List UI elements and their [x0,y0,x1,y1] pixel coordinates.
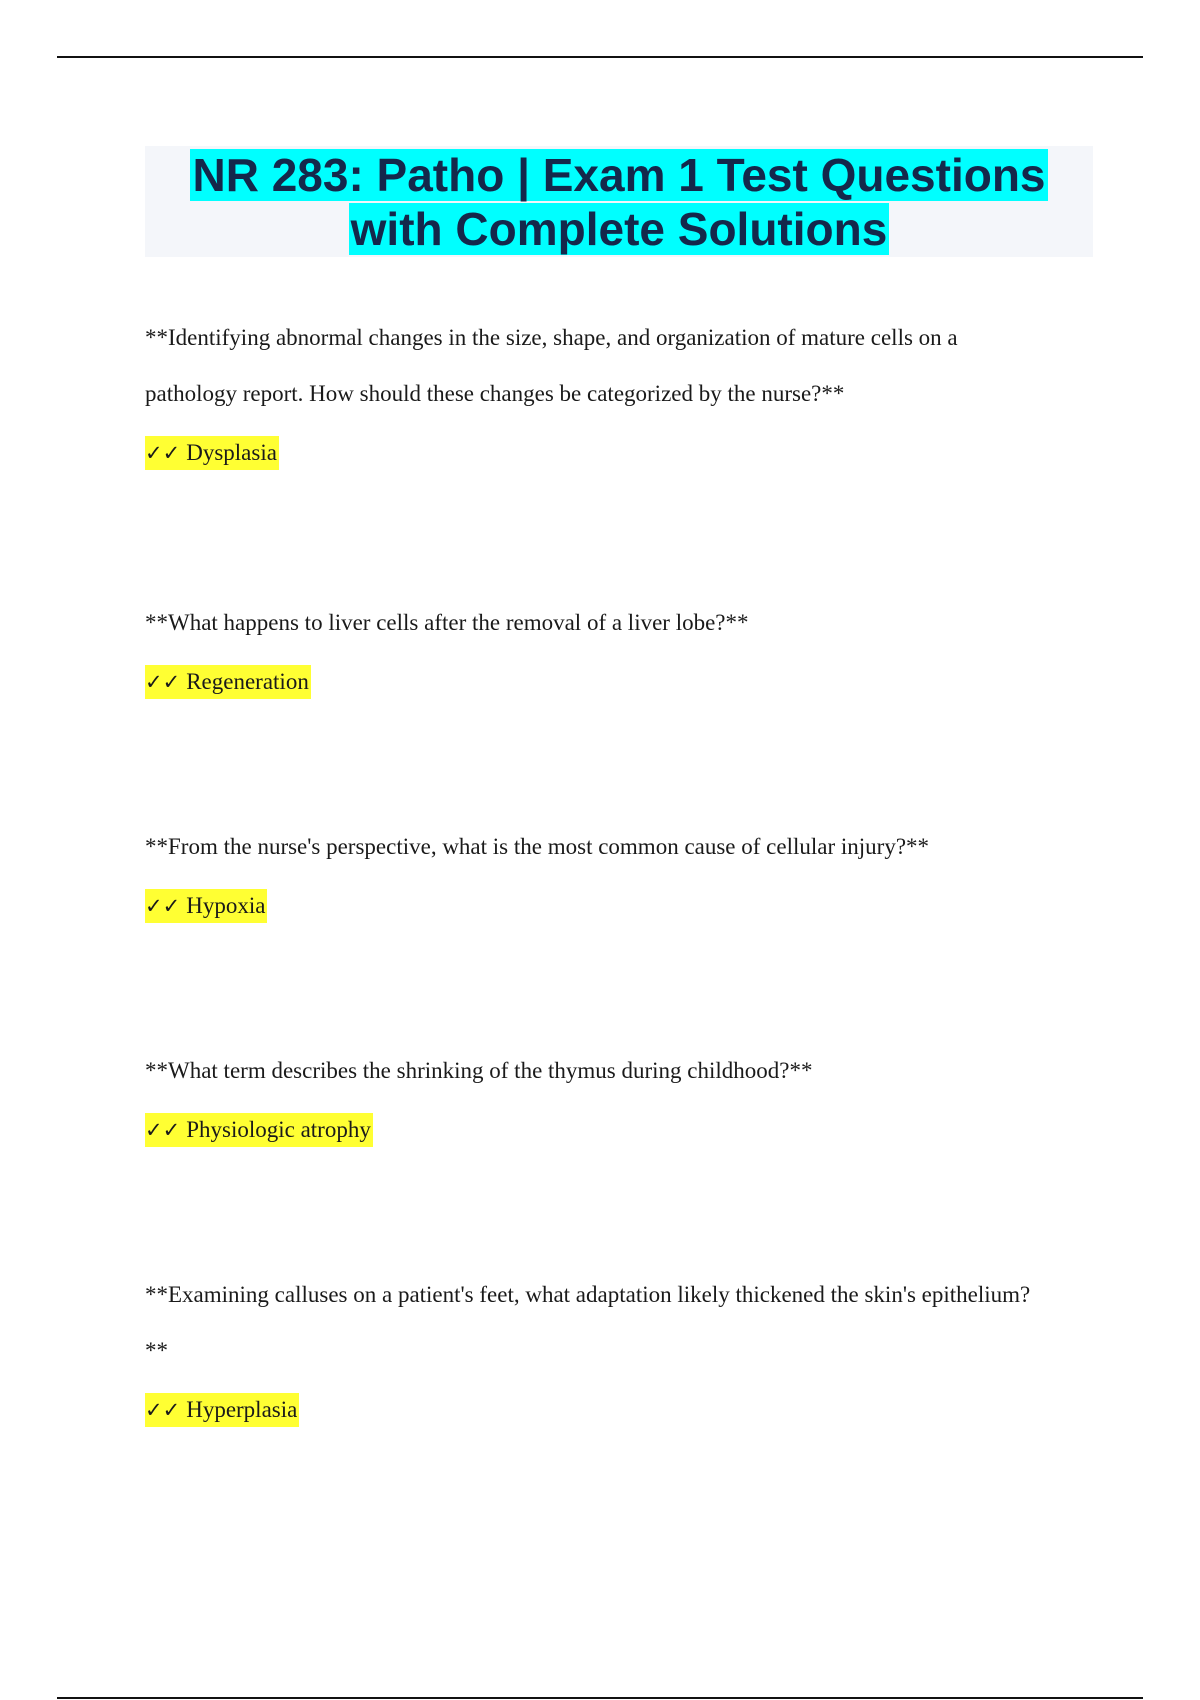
answer-text: Hyperplasia [186,1397,298,1422]
check-icon: ✓✓ [145,670,181,694]
check-icon: ✓✓ [145,1118,181,1142]
check-icon: ✓✓ [145,441,181,465]
check-icon: ✓✓ [145,1398,181,1422]
title-line-2: with Complete Solutions [350,203,888,255]
bottom-rule [57,1697,1143,1699]
question-text: **Examining calluses on a patient's feet, what adaptation likely thickened the skin's epithelium?** [145,1282,1031,1363]
answer-highlight [145,1393,299,1427]
answer-text: Dysplasia [186,440,277,465]
qa-item-4 [145,1043,1045,1147]
answer-highlight [145,889,267,923]
qa-item-2 [145,595,1045,699]
question-text: **From the nurse's perspective, what is the most common cause of cellular injury?** [145,834,930,859]
qa-item-5 [145,1267,1045,1427]
qa-item-1 [145,310,1045,470]
question-text: **Identifying abnormal changes in the size, shape, and organization of mature cells on a pathology report. How should these changes be categorized by the nurse?** [145,325,958,406]
check-icon: ✓✓ [145,894,181,918]
qa-item-3 [145,819,1045,923]
answer-highlight [145,665,311,699]
answer-text: Regeneration [186,669,309,694]
top-rule [57,56,1143,58]
question-text: **What happens to liver cells after the removal of a liver lobe?** [145,610,749,635]
title-band [145,146,1093,257]
question-text: **What term describes the shrinking of the thymus during childhood?** [145,1058,813,1083]
answer-text: Physiologic atrophy [186,1117,371,1142]
document-title [145,146,1093,256]
answer-highlight [145,1113,373,1147]
title-line-1: NR 283: Patho | Exam 1 Test Questions [192,149,1046,201]
answer-highlight [145,436,279,470]
answer-text: Hypoxia [186,893,266,918]
